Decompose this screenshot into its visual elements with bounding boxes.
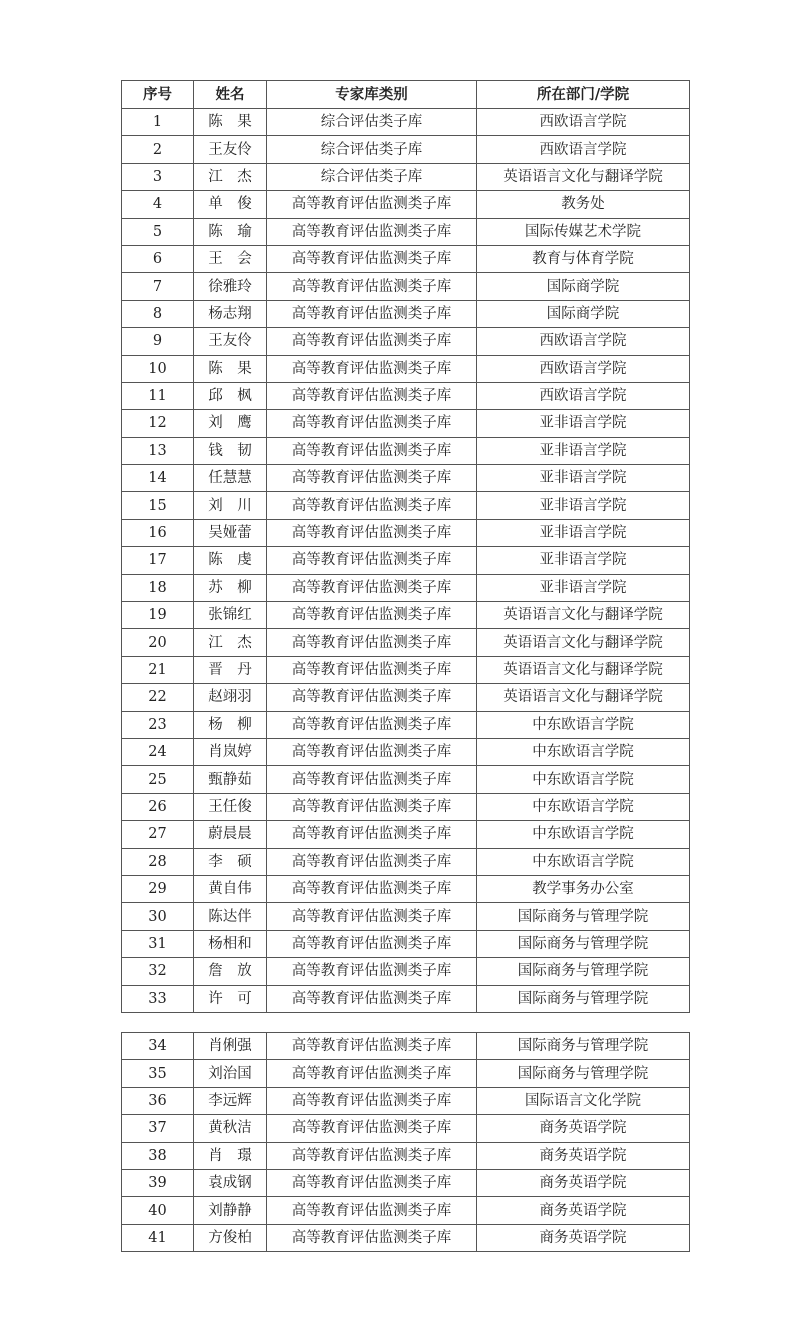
- table-row: [122, 848, 690, 875]
- table-row: [122, 930, 690, 957]
- cell-category: 高等教育评估监测类子库: [267, 1224, 477, 1251]
- table-row: [122, 273, 690, 300]
- cell-department: 商务英语学院: [477, 1169, 690, 1196]
- cell-category: 高等教育评估监测类子库: [267, 1115, 477, 1142]
- table-row: [122, 437, 690, 464]
- cell-category: 高等教育评估监测类子库: [267, 218, 477, 245]
- cell-index: 25: [122, 766, 194, 793]
- table-row: [122, 492, 690, 519]
- cell-category: 高等教育评估监测类子库: [267, 602, 477, 629]
- cell-department: 国际传媒艺术学院: [477, 218, 690, 245]
- cell-category: 高等教育评估监测类子库: [267, 1087, 477, 1114]
- cell-name: 袁成钢: [194, 1169, 267, 1196]
- cell-index: 13: [122, 437, 194, 464]
- cell-index: 22: [122, 684, 194, 711]
- cell-name: 杨志翔: [194, 300, 267, 327]
- cell-department: 国际商务与管理学院: [477, 985, 690, 1012]
- cell-category: 高等教育评估监测类子库: [267, 1142, 477, 1169]
- cell-category: 高等教育评估监测类子库: [267, 793, 477, 820]
- cell-index: 24: [122, 738, 194, 765]
- cell-category: 高等教育评估监测类子库: [267, 821, 477, 848]
- table-row: [122, 1087, 690, 1114]
- cell-name: 苏 柳: [194, 574, 267, 601]
- cell-name: 张锦红: [194, 602, 267, 629]
- cell-department: 国际语言文化学院: [477, 1087, 690, 1114]
- cell-department: 英语语言文化与翻译学院: [477, 602, 690, 629]
- cell-index: 28: [122, 848, 194, 875]
- cell-department: 亚非语言学院: [477, 410, 690, 437]
- cell-department: 亚非语言学院: [477, 547, 690, 574]
- cell-name: 陈 果: [194, 109, 267, 136]
- table-row: [122, 985, 690, 1012]
- cell-department: 英语语言文化与翻译学院: [477, 629, 690, 656]
- cell-name: 詹 放: [194, 958, 267, 985]
- table-row: [122, 821, 690, 848]
- cell-department: 教学事务办公室: [477, 875, 690, 902]
- cell-name: 徐雅玲: [194, 273, 267, 300]
- cell-name: 邱 枫: [194, 382, 267, 409]
- cell-department: 亚非语言学院: [477, 437, 690, 464]
- cell-index: 35: [122, 1060, 194, 1087]
- cell-name: 江 杰: [194, 629, 267, 656]
- table-row: [122, 1033, 690, 1060]
- cell-index: 6: [122, 245, 194, 272]
- cell-category: 高等教育评估监测类子库: [267, 245, 477, 272]
- expert-table-part1: [121, 80, 690, 1013]
- table-row: [122, 218, 690, 245]
- cell-department: 商务英语学院: [477, 1115, 690, 1142]
- cell-name: 杨相和: [194, 930, 267, 957]
- cell-index: 20: [122, 629, 194, 656]
- cell-category: 高等教育评估监测类子库: [267, 684, 477, 711]
- cell-department: 亚非语言学院: [477, 519, 690, 546]
- cell-name: 任慧慧: [194, 465, 267, 492]
- cell-index: 12: [122, 410, 194, 437]
- cell-index: 39: [122, 1169, 194, 1196]
- cell-department: 商务英语学院: [477, 1224, 690, 1251]
- cell-index: 33: [122, 985, 194, 1012]
- table-row: [122, 711, 690, 738]
- cell-index: 11: [122, 382, 194, 409]
- table-row: [122, 191, 690, 218]
- expert-table-part2: [121, 1032, 690, 1252]
- cell-department: 中东欧语言学院: [477, 793, 690, 820]
- cell-category: 高等教育评估监测类子库: [267, 875, 477, 902]
- table-row: [122, 1224, 690, 1251]
- cell-name: 黄秋洁: [194, 1115, 267, 1142]
- table-row: [122, 547, 690, 574]
- table-row: [122, 602, 690, 629]
- table-row: [122, 465, 690, 492]
- cell-category: 综合评估类子库: [267, 136, 477, 163]
- cell-index: 4: [122, 191, 194, 218]
- cell-department: 商务英语学院: [477, 1197, 690, 1224]
- cell-category: 高等教育评估监测类子库: [267, 191, 477, 218]
- cell-category: 综合评估类子库: [267, 109, 477, 136]
- cell-category: 高等教育评估监测类子库: [267, 437, 477, 464]
- cell-category: 高等教育评估监测类子库: [267, 629, 477, 656]
- cell-index: 41: [122, 1224, 194, 1251]
- cell-category: 高等教育评估监测类子库: [267, 465, 477, 492]
- cell-index: 14: [122, 465, 194, 492]
- cell-name: 刘静静: [194, 1197, 267, 1224]
- cell-department: 国际商务与管理学院: [477, 958, 690, 985]
- cell-name: 方俊柏: [194, 1224, 267, 1251]
- table-row: [122, 410, 690, 437]
- cell-index: 15: [122, 492, 194, 519]
- cell-name: 刘 川: [194, 492, 267, 519]
- table-row: [122, 245, 690, 272]
- cell-department: 亚非语言学院: [477, 574, 690, 601]
- cell-department: 西欧语言学院: [477, 382, 690, 409]
- cell-category: 高等教育评估监测类子库: [267, 903, 477, 930]
- cell-name: 甄静茹: [194, 766, 267, 793]
- cell-department: 英语语言文化与翻译学院: [477, 163, 690, 190]
- cell-index: 19: [122, 602, 194, 629]
- cell-category: 高等教育评估监测类子库: [267, 410, 477, 437]
- cell-department: 国际商务与管理学院: [477, 903, 690, 930]
- cell-category: 高等教育评估监测类子库: [267, 300, 477, 327]
- cell-index: 40: [122, 1197, 194, 1224]
- header-category: 专家库类别: [267, 81, 477, 109]
- cell-name: 肖岚婷: [194, 738, 267, 765]
- cell-department: 西欧语言学院: [477, 328, 690, 355]
- cell-name: 王 会: [194, 245, 267, 272]
- cell-name: 许 可: [194, 985, 267, 1012]
- cell-category: 高等教育评估监测类子库: [267, 930, 477, 957]
- cell-name: 陈达伴: [194, 903, 267, 930]
- cell-name: 杨 柳: [194, 711, 267, 738]
- table-body-part2: [122, 1033, 690, 1252]
- cell-department: 国际商务与管理学院: [477, 1033, 690, 1060]
- cell-category: 高等教育评估监测类子库: [267, 1197, 477, 1224]
- cell-index: 21: [122, 656, 194, 683]
- cell-index: 36: [122, 1087, 194, 1114]
- table-row: [122, 574, 690, 601]
- header-department: 所在部门/学院: [477, 81, 690, 109]
- cell-index: 38: [122, 1142, 194, 1169]
- table-row: [122, 1169, 690, 1196]
- cell-name: 钱 韧: [194, 437, 267, 464]
- cell-category: 高等教育评估监测类子库: [267, 1033, 477, 1060]
- table-row: [122, 629, 690, 656]
- cell-index: 8: [122, 300, 194, 327]
- cell-category: 高等教育评估监测类子库: [267, 985, 477, 1012]
- cell-department: 中东欧语言学院: [477, 738, 690, 765]
- cell-name: 陈 虔: [194, 547, 267, 574]
- table-row: [122, 1197, 690, 1224]
- table-row: [122, 958, 690, 985]
- cell-category: 高等教育评估监测类子库: [267, 574, 477, 601]
- cell-name: 单 俊: [194, 191, 267, 218]
- table-row: [122, 519, 690, 546]
- cell-category: 高等教育评估监测类子库: [267, 1169, 477, 1196]
- cell-department: 西欧语言学院: [477, 109, 690, 136]
- cell-department: 亚非语言学院: [477, 492, 690, 519]
- cell-department: 英语语言文化与翻译学院: [477, 684, 690, 711]
- cell-category: 高等教育评估监测类子库: [267, 656, 477, 683]
- cell-index: 23: [122, 711, 194, 738]
- table-row: [122, 875, 690, 902]
- cell-category: 高等教育评估监测类子库: [267, 958, 477, 985]
- cell-department: 中东欧语言学院: [477, 711, 690, 738]
- cell-category: 高等教育评估监测类子库: [267, 547, 477, 574]
- cell-category: 高等教育评估监测类子库: [267, 766, 477, 793]
- cell-name: 李远辉: [194, 1087, 267, 1114]
- cell-name: 吴娅蕾: [194, 519, 267, 546]
- table-row: [122, 766, 690, 793]
- cell-department: 英语语言文化与翻译学院: [477, 656, 690, 683]
- cell-index: 26: [122, 793, 194, 820]
- table-row: [122, 355, 690, 382]
- cell-category: 高等教育评估监测类子库: [267, 1060, 477, 1087]
- cell-category: 高等教育评估监测类子库: [267, 273, 477, 300]
- cell-name: 刘治国: [194, 1060, 267, 1087]
- table-body-part1: [122, 109, 690, 1013]
- cell-department: 国际商务与管理学院: [477, 930, 690, 957]
- cell-category: 综合评估类子库: [267, 163, 477, 190]
- cell-name: 黄自伟: [194, 875, 267, 902]
- table-row: [122, 1060, 690, 1087]
- cell-index: 34: [122, 1033, 194, 1060]
- cell-category: 高等教育评估监测类子库: [267, 382, 477, 409]
- table-row: [122, 163, 690, 190]
- table-row: [122, 382, 690, 409]
- table-row: [122, 1115, 690, 1142]
- cell-category: 高等教育评估监测类子库: [267, 492, 477, 519]
- cell-index: 31: [122, 930, 194, 957]
- cell-name: 赵翊羽: [194, 684, 267, 711]
- table-row: [122, 656, 690, 683]
- cell-name: 陈 果: [194, 355, 267, 382]
- table-header-row: [122, 81, 690, 109]
- table-row: [122, 738, 690, 765]
- cell-name: 王友伶: [194, 328, 267, 355]
- cell-index: 37: [122, 1115, 194, 1142]
- table-row: [122, 1142, 690, 1169]
- cell-index: 29: [122, 875, 194, 902]
- cell-department: 国际商学院: [477, 273, 690, 300]
- cell-name: 陈 瑜: [194, 218, 267, 245]
- cell-index: 1: [122, 109, 194, 136]
- cell-name: 蔚晨晨: [194, 821, 267, 848]
- cell-name: 江 杰: [194, 163, 267, 190]
- cell-name: 晋 丹: [194, 656, 267, 683]
- cell-category: 高等教育评估监测类子库: [267, 328, 477, 355]
- cell-name: 李 硕: [194, 848, 267, 875]
- table-row: [122, 684, 690, 711]
- cell-category: 高等教育评估监测类子库: [267, 711, 477, 738]
- cell-index: 32: [122, 958, 194, 985]
- cell-index: 27: [122, 821, 194, 848]
- cell-department: 商务英语学院: [477, 1142, 690, 1169]
- cell-department: 国际商务与管理学院: [477, 1060, 690, 1087]
- cell-index: 9: [122, 328, 194, 355]
- cell-department: 西欧语言学院: [477, 136, 690, 163]
- table-row: [122, 109, 690, 136]
- table-row: [122, 328, 690, 355]
- cell-category: 高等教育评估监测类子库: [267, 355, 477, 382]
- cell-index: 30: [122, 903, 194, 930]
- cell-category: 高等教育评估监测类子库: [267, 848, 477, 875]
- header-name: 姓名: [194, 81, 267, 109]
- cell-department: 西欧语言学院: [477, 355, 690, 382]
- table-row: [122, 903, 690, 930]
- table-row: [122, 300, 690, 327]
- cell-department: 亚非语言学院: [477, 465, 690, 492]
- cell-index: 16: [122, 519, 194, 546]
- cell-index: 17: [122, 547, 194, 574]
- cell-index: 2: [122, 136, 194, 163]
- cell-category: 高等教育评估监测类子库: [267, 519, 477, 546]
- cell-index: 5: [122, 218, 194, 245]
- cell-name: 王任俊: [194, 793, 267, 820]
- cell-department: 中东欧语言学院: [477, 821, 690, 848]
- cell-index: 10: [122, 355, 194, 382]
- cell-name: 王友伶: [194, 136, 267, 163]
- cell-name: 肖 璟: [194, 1142, 267, 1169]
- cell-category: 高等教育评估监测类子库: [267, 738, 477, 765]
- cell-department: 中东欧语言学院: [477, 766, 690, 793]
- cell-department: 中东欧语言学院: [477, 848, 690, 875]
- cell-department: 教务处: [477, 191, 690, 218]
- cell-department: 教育与体育学院: [477, 245, 690, 272]
- header-index: 序号: [122, 81, 194, 109]
- cell-name: 肖俐强: [194, 1033, 267, 1060]
- table-row: [122, 136, 690, 163]
- cell-department: 国际商学院: [477, 300, 690, 327]
- cell-index: 18: [122, 574, 194, 601]
- table-row: [122, 793, 690, 820]
- cell-index: 3: [122, 163, 194, 190]
- cell-name: 刘 鹰: [194, 410, 267, 437]
- cell-index: 7: [122, 273, 194, 300]
